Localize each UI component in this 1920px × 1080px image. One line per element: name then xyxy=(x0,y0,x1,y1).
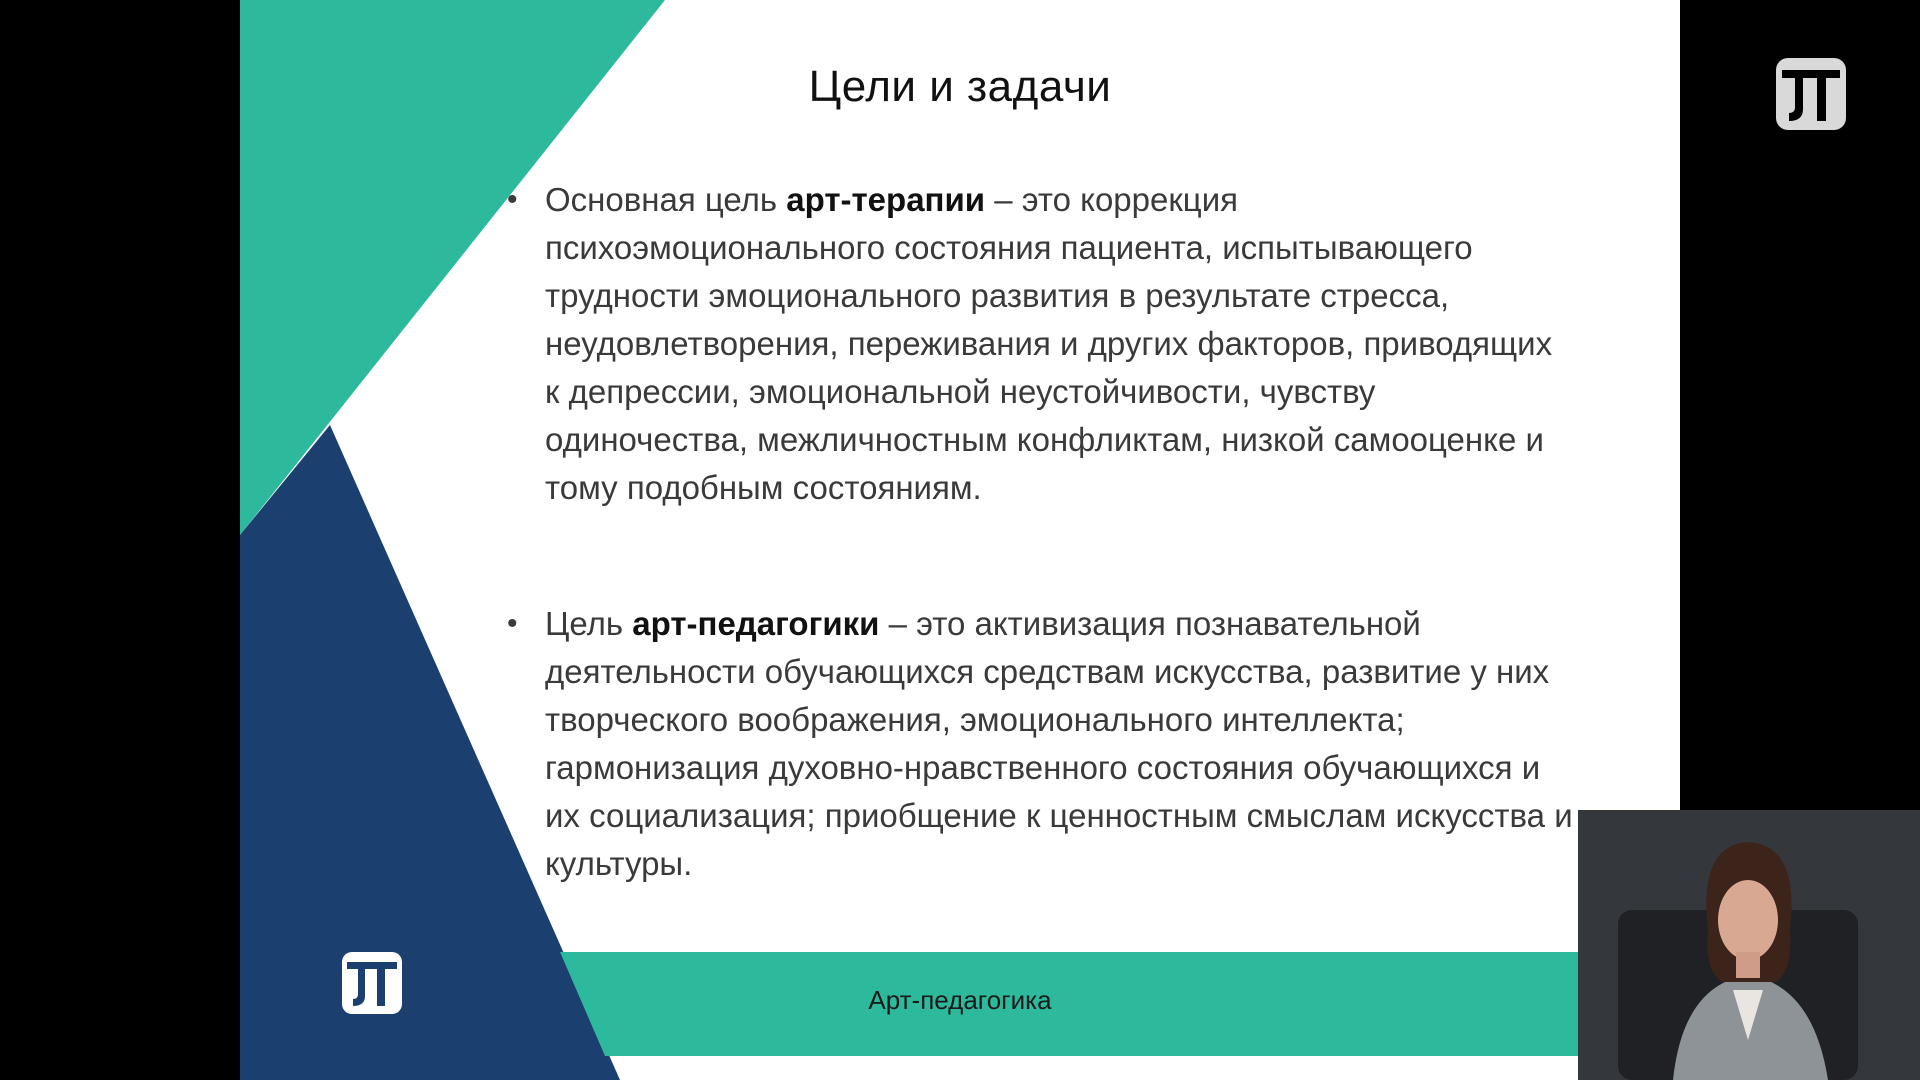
bullet-art-pedagogy xyxy=(507,600,1575,888)
bullet-prefix: Основная цель xyxy=(545,181,787,218)
bullet-dot: • xyxy=(507,607,518,640)
presenter-figure xyxy=(1578,810,1920,1080)
presenter-video xyxy=(1578,810,1920,1080)
bullet-term: арт-терапии xyxy=(786,181,986,218)
bullet-term: арт-педагогики xyxy=(632,605,880,642)
footer-course-title: Арт-педагогика xyxy=(868,985,1052,1015)
pi-logo-icon xyxy=(1774,56,1848,132)
bullet-dot: • xyxy=(507,183,518,216)
pi-logo-icon xyxy=(340,950,404,1016)
bullet-text: – это коррекция психоэмоционального состояния пациента, испытывающего трудности эмоционального развития в результате стресса, неудовлетворения, переживания и других факторов, приводящих к депрессии, эмоциональной неустойчивости, чувству одиночества, межличностным конфликтам, низкой самооценке и тому подобным состояниям. xyxy=(545,181,1553,506)
bullet-art-therapy xyxy=(507,176,1575,512)
bullet-text: – это активизация познавательной деятельности обучающихся средствам искусства, развитие у них творческого воображения, эмоционального интеллекта; гармонизация духовно-нравственного состояния обучающихся и их социализация; приобщение к ценностным смыслам искусства и культуры. xyxy=(545,605,1573,882)
bullet-prefix: Цель xyxy=(545,605,633,642)
slide-background-shapes xyxy=(240,0,1680,1080)
presentation-slide xyxy=(240,0,1680,1080)
slide-title: Цели и задачи xyxy=(808,62,1112,111)
